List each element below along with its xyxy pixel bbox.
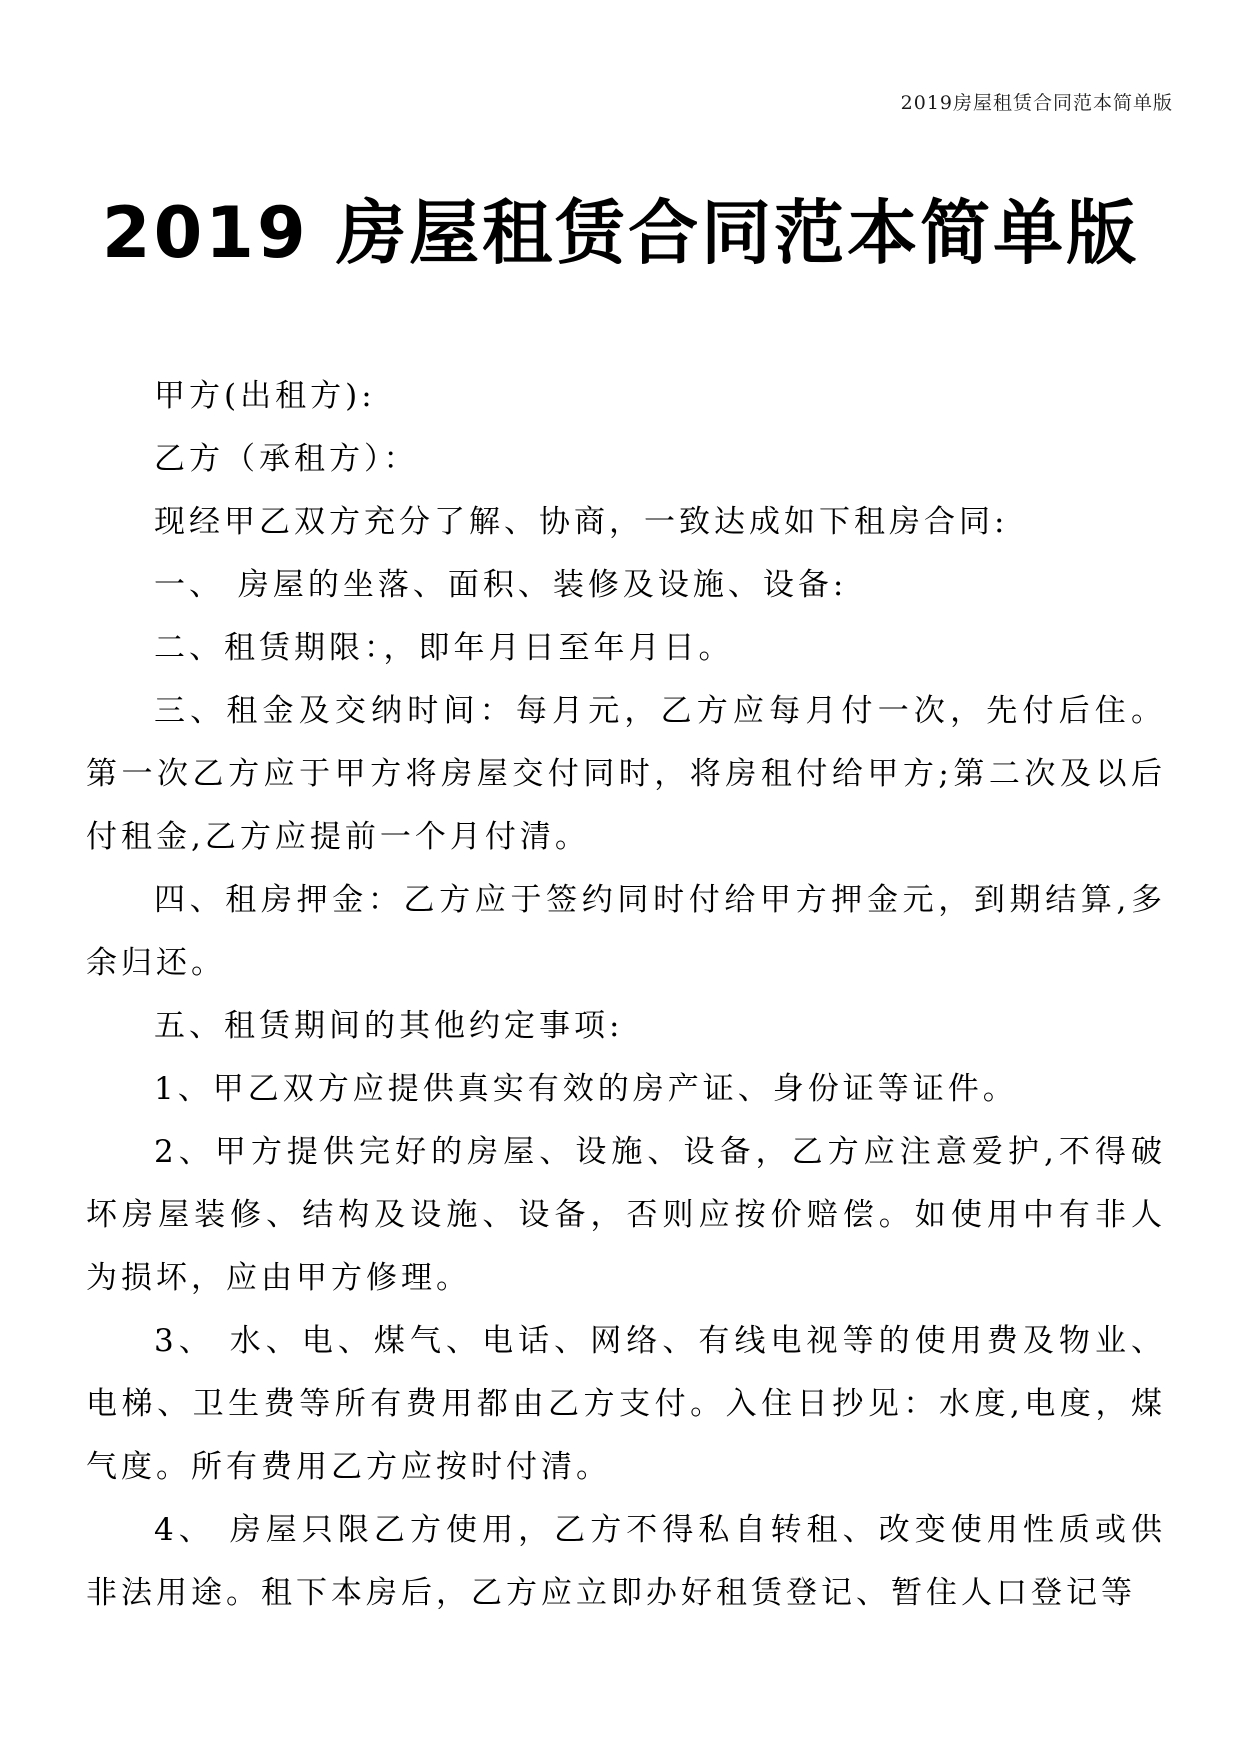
document-title: 2019 房屋租赁合同范本简单版 xyxy=(101,192,1140,274)
party-b-line: 乙方（承租方）： xyxy=(154,441,419,477)
party-a-line: 甲方(出租方): xyxy=(154,378,376,414)
clause-2-term: 二、租赁期限：，即年月日至年月日。 xyxy=(154,630,734,666)
document-body xyxy=(86,365,1166,1625)
clause-5-heading: 五、租赁期间的其他约定事项: xyxy=(154,1008,624,1044)
clause-4-deposit: 四、租房押金：乙方应于签约同时付给甲方押金元，到期结算,多余归还。 xyxy=(86,882,1166,981)
clause-3-rent: 三、租金及交纳时间：每月元，乙方应每月付一次，先付后住。第一次乙方应于甲方将房屋交付同时，将房租付给甲方;第二次及以后付租金,乙方应提前一个月付清。 xyxy=(86,693,1166,855)
sub-clause-4: 4、 房屋只限乙方使用，乙方不得私自转租、改变使用性质或供非法用途。租下本房后，乙方应立即办好租赁登记、暂住人口登记等 xyxy=(86,1512,1166,1611)
sub-clause-3: 3、 水、电、煤气、电话、网络、有线电视等的使用费及物业、电梯、卫生费等所有费用都由乙方支付。入住日抄见：水度,电度，煤气度。所有费用乙方应按时付清。 xyxy=(86,1323,1166,1485)
running-header: 2019房屋租赁合同范本简单版 xyxy=(900,92,1173,114)
clause-1-property: 一、 房屋的坐落、面积、装修及设施、设备: xyxy=(154,567,848,603)
agreement-intro: 现经甲乙双方充分了解、协商，一致达成如下租房合同: xyxy=(154,504,1009,540)
sub-clause-1: 1、甲乙双方应提供真实有效的房产证、身份证等证件。 xyxy=(154,1071,1018,1107)
sub-clause-2: 2、甲方提供完好的房屋、设施、设备，乙方应注意爱护,不得破坏房屋装修、结构及设施、设备，否则应按价赔偿。如使用中有非人为损坏，应由甲方修理。 xyxy=(86,1134,1166,1296)
